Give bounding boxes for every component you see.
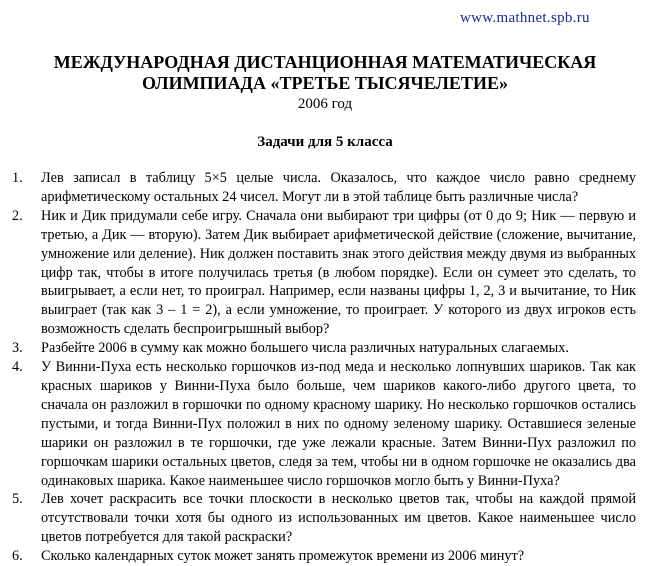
section-heading: Задачи для 5 класса [257, 134, 393, 150]
problem-item [0, 490, 650, 547]
problem-item [0, 339, 650, 358]
problem-number: 5. [12, 491, 23, 508]
problem-text: Лев записал в таблицу 5×5 целые числа. Оказалось, что каждое число равно среднему арифметическому остальных 24 чисел. Могут ли в этой таблице быть различные числа? [41, 170, 636, 205]
problem-item [0, 358, 650, 490]
problem-item [0, 547, 650, 566]
problem-item [0, 169, 650, 207]
problem-item [0, 207, 650, 339]
problem-number: 6. [12, 548, 23, 565]
problem-text: У Винни-Пуха есть несколько горшочков из-под меда и несколько лопнувших шариков. Так как красных шариков у Винни-Пуха было больше, чем шариков какого-либо другого цвета, то сначала он разложил в горшочки по одному красному шарику. Но несколько горшочков остались пустыми, и тогда Винни-Пух положил в них по одному зеленому шарику. Оставшиеся зеленые шарики он разложил в те горшочки, где уже лежали красные. Затем Винни-Пух разложил по горшочкам шарики остальных цветов, следя за тем, чтобы ни в одном горшочке не оказались два одинаковых шарика. Какое наименьшее число горшочков могло быть у Винни-Пуха? [41, 359, 636, 489]
site-url: www.mathnet.spb.ru [460, 10, 590, 26]
problem-list [0, 169, 650, 566]
title-line-2: ОЛИМПИАДА «ТРЕТЬЕ ТЫСЯЧЕЛЕТИЕ» [142, 73, 508, 93]
problem-number: 4. [12, 359, 23, 376]
title-line-1: МЕЖДУНАРОДНАЯ ДИСТАНЦИОННАЯ МАТЕМАТИЧЕСКАЯ [53, 52, 597, 72]
problem-text: Разбейте 2006 в сумму как можно большего числа различных натуральных слагаемых. [41, 340, 569, 357]
problem-text: Сколько календарных суток может занять промежуток времени из 2006 минут? [41, 548, 525, 565]
problem-number: 1. [12, 170, 23, 186]
problem-text: Ник и Дик придумали себе игру. Сначала они выбирают три цифры (от 0 до 9; Ник — первую и третью, а Дик — вторую). Затем Дик выбирает арифметической действие (сложение, вычитание, умножение или деление). Ник должен поставить знак этого действия между двумя из выбранных цифр так, чтобы в итоге получилась третья (в любом порядке). Если он сумеет это сделать, то выигрывает, а если нет, то проиграл. Например, если названы цифры 1, 2, 3 и вычитание, то Ник выиграет (так как 3 – 1 = 2), а если умножение, то проиграет. У которого из двух игроков есть возможность сделать беспроигрышный выбор? [41, 207, 636, 338]
problem-number: 2. [12, 207, 23, 224]
problem-text: Лев хочет раскрасить все точки плоскости в несколько цветов так, чтобы на каждой прямой отсутствовали точки хотя бы одного из использованных им цветов. Какое наименьшее число цветов потребуется для такой раскраски? [41, 491, 636, 546]
problem-number: 3. [12, 340, 23, 357]
year: 2006 год [297, 96, 353, 112]
